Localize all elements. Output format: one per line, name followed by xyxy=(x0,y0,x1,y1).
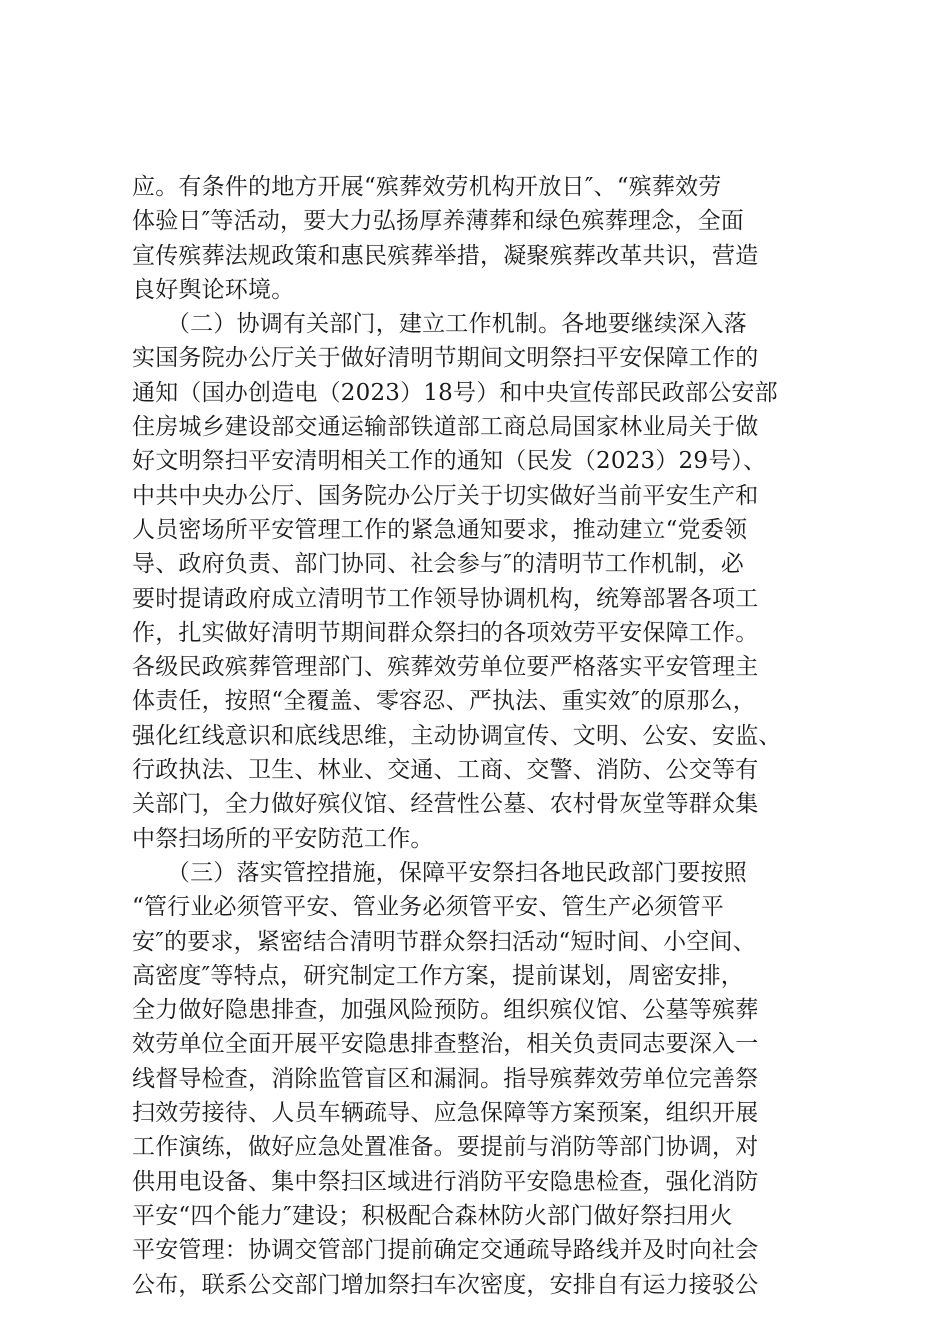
text-line: 良好舆论环境。 xyxy=(132,276,295,303)
text-line: “管行业必须管平安、管业务必须管平安、管生产必须管平 xyxy=(132,894,724,921)
text-line: 强化红线意识和底线思维，主动协调宣传、文明、公安、安监、 xyxy=(132,722,782,749)
text-line: 供用电设备、集中祭扫区域进行消防平安隐患检查，强化消防 xyxy=(132,1168,759,1195)
text-line: 应。有条件的地方开展“殡葬效劳机构开放日″、“殡葬效劳 xyxy=(132,174,722,200)
text-line: 平安管理：协调交管部门提前确定交通疏导路线并及时向社会 xyxy=(132,1237,759,1264)
text-line: 好文明祭扫平安清明相关工作的通知（民发（2023）29号）、 xyxy=(132,448,767,475)
text-line: 宣传殡葬法规政策和惠民殡葬举措，凝聚殡葬改革共识，营造 xyxy=(132,242,759,269)
text-line: 线督导检查，消除监管盲区和漏洞。指导殡葬效劳单位完善祭 xyxy=(132,1065,759,1092)
text-line: 人员密场所平安管理工作的紧急通知要求，推动建立“党委领 xyxy=(132,516,748,543)
text-line: 通知（国办创造电（2023）18号）和中央宣传部民政部公安部 xyxy=(132,379,778,406)
text-line: 效劳单位全面开展平安隐患排查整治，相关负责同志要深入一 xyxy=(132,1031,759,1058)
text-line: （三）落实管控措施，保障平安祭扫各地民政部门要按照 xyxy=(132,859,747,886)
text-line: 平安“四个能力″建设；积极配合森林防火部门做好祭扫用火 xyxy=(132,1202,733,1229)
text-line: 作，扎实做好清明节期间群众祭扫的各项效劳平安保障工作。 xyxy=(132,619,759,646)
text-line: 扫效劳接待、人员车辆疏导、应急保障等方案预案，组织开展 xyxy=(132,1100,759,1127)
text-line: 安″的要求，紧密结合清明节群众祭扫活动“短时间、小空间、 xyxy=(132,928,756,955)
text-line: 体验日″等活动，要大力弘扬厚养薄葬和绿色殡葬理念，全面 xyxy=(132,208,744,235)
text-line: 导、政府负责、部门协同、社会参与″的清明节工作机制，必 xyxy=(132,551,744,578)
text-line: 行政执法、卫生、林业、交通、工商、交警、消防、公交等有 xyxy=(132,757,759,784)
text-line: （二）协调有关部门，建立工作机制。各地要继续深入落 xyxy=(132,311,747,338)
text-line: 住房城乡建设部交通运输部铁道部工商总局国家林业局关于做 xyxy=(132,414,759,441)
text-line: 工作演练，做好应急处置准备。要提前与消防等部门协调，对 xyxy=(132,1134,759,1161)
text-line: 关部门，全力做好殡仪馆、经营性公墓、农村骨灰堂等群众集 xyxy=(132,791,759,818)
text-line: 高密度″等特点，研究制定工作方案，提前谋划，周密安排， xyxy=(132,962,744,989)
text-line: 中共中央办公厅、国务院办公厅关于切实做好当前平安生产和 xyxy=(132,482,759,509)
text-line: 中祭扫场所的平安防范工作。 xyxy=(132,825,434,852)
text-line: 各级民政殡葬管理部门、殡葬效劳单位要严格落实平安管理主 xyxy=(132,654,759,681)
text-line: 要时提请政府成立清明节工作领导协调机构，统筹部署各项工 xyxy=(132,585,759,612)
body-text xyxy=(132,170,822,1302)
text-line: 实国务院办公厅关于做好清明节期间文明祭扫平安保障工作的 xyxy=(132,345,759,372)
text-line: 公布，联系公交部门增加祭扫车次密度，安排自有运力接驳公 xyxy=(132,1271,759,1298)
text-line: 全力做好隐患排查，加强风险预防。组织殡仪馆、公墓等殡葬 xyxy=(132,997,759,1024)
text-line: 体责任，按照“全覆盖、零容忍、严执法、重实效″的原那么， xyxy=(132,688,756,715)
